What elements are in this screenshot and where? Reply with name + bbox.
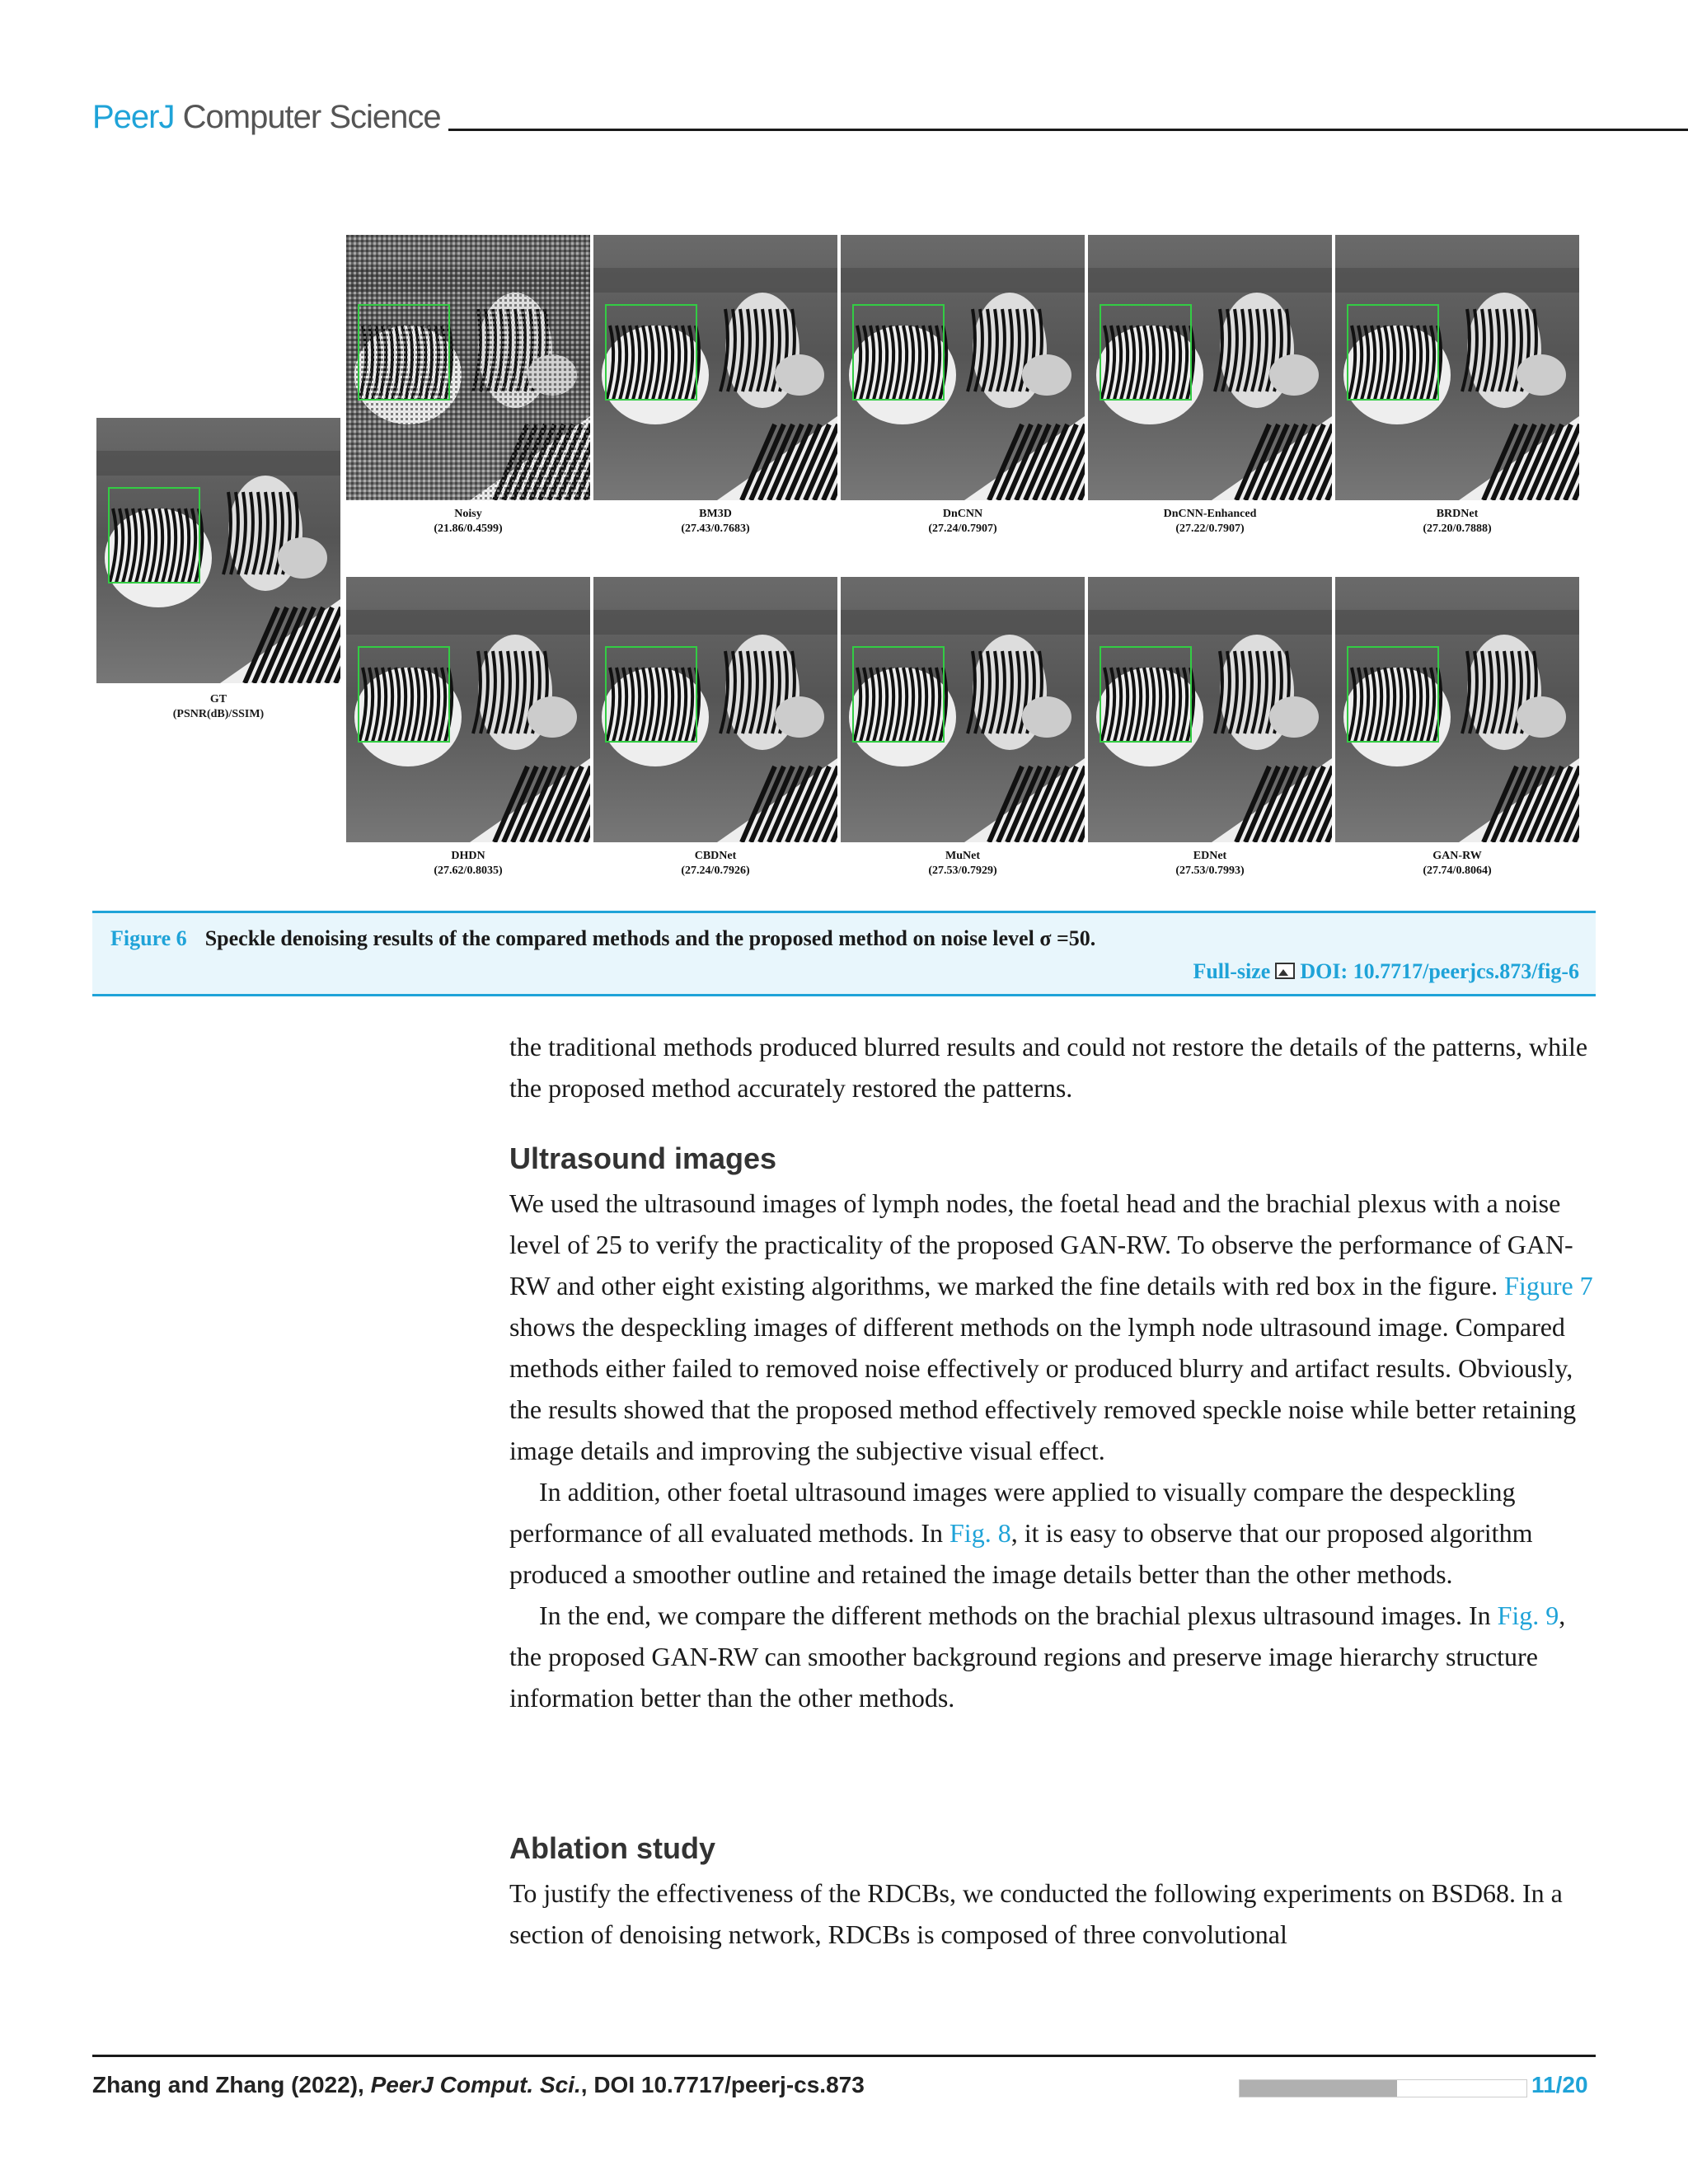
page-progress-fill (1240, 2080, 1397, 2097)
page-header (92, 99, 1596, 140)
result-label: GAN-RW (27.74/0.8064) (1423, 850, 1492, 877)
result-image-gan-rw (1335, 577, 1579, 842)
footer-citation: Zhang and Zhang (2022), PeerJ Comput. Sci., DOI 10.7717/peerj-cs.873 (92, 2072, 865, 2097)
paragraph-2: We used the ultrasound images of lymph nodes, the foetal head and the brachial plexus with a noise level of 25 to verify the practicality of the proposed GAN-RW. To observe the performance of GAN-RW and other eight existing algorithms, we marked the fine details with red box in the figure. Figure 7 shows the despeckling images of different methods on the lymph node ultrasound image. Compared methods either failed to removed noise effectively or produced blurry and artifact results. Obviously, the results showed that the proposed method effectively removed speckle noise while better retaining image details and improving the subjective visual effect. In addition, other foetal ultrasound images were applied to visually compare the despeckling performance of all evaluated methods. In Fig. 8, it is easy to observe that our proposed algorithm produced a smoother outline and retained the image details better than the other methods. In the end, we compare the different methods on the brachial plexus ultrasound images. In Fig. 9, the proposed GAN-RW can smoother background regions and preserve image hierarchy structure information better than the other methods. (509, 1183, 1597, 1718)
caption-figure-number: Figure 6 (110, 926, 187, 950)
result-image-munet (841, 577, 1085, 842)
result-label: BRDNet (27.20/0.7888) (1423, 508, 1492, 535)
result-image-brdnet (1335, 235, 1579, 500)
result-image-ednet (1088, 577, 1332, 842)
page-number: 11/20 (1531, 2072, 1588, 2097)
doi-link[interactable]: DOI: 10.7717/peerjcs.873/fig-6 (1300, 959, 1579, 983)
paragraph-5: To justify the effectiveness of the RDCBs, we conducted the following experiments on BSD68. In a section of denoising network, RDCBs is composed of three convolutional (509, 1878, 1563, 1949)
journal-brand: PeerJ Computer Science (92, 99, 441, 135)
figure-caption (92, 911, 1596, 996)
fullsize-link[interactable]: Full-size (1193, 959, 1271, 983)
result-label: DHDN (27.62/0.8035) (434, 850, 503, 877)
heading-ablation: Ablation study (509, 1831, 715, 1865)
result-label: MuNet (27.53/0.7929) (928, 850, 997, 877)
result-image-dncnn (841, 235, 1085, 500)
result-image-cbdnet (593, 577, 837, 842)
image-icon[interactable] (1275, 963, 1295, 979)
figure-6 (92, 235, 1596, 894)
result-image-dhdn (346, 577, 590, 842)
caption-text: Figure 6 Speckle denoising results of the compared methods and the proposed method on noise level σ =50. (110, 926, 1096, 950)
result-label: DnCNN (27.24/0.7907) (928, 508, 997, 535)
footer-rule (92, 2055, 1596, 2057)
result-label: BM3D (27.43/0.7683) (681, 508, 750, 535)
gt-label: GT (PSNR(dB)/SSIM) (172, 693, 265, 720)
page-progress-bar (1239, 2079, 1527, 2097)
caption-links (1193, 959, 1579, 984)
heading-ultrasound: Ultrasound images (509, 1141, 777, 1175)
fig-9-link[interactable]: Fig. 9 (1497, 1601, 1559, 1630)
result-image-noisy (346, 235, 590, 500)
result-image-dncnn-enhanced (1088, 235, 1332, 500)
result-label: DnCNN-Enhanced (27.22/0.7907) (1163, 508, 1257, 535)
paragraph-1: the traditional methods produced blurred results and could not restore the details of the patterns, while the proposed method accurately restored the patterns. (509, 1032, 1588, 1103)
result-label: CBDNet (27.24/0.7926) (681, 850, 750, 877)
result-image-bm3d (593, 235, 837, 500)
result-label: EDNet (27.53/0.7993) (1175, 850, 1245, 877)
paragraph-3: In addition, other foetal ultrasound images were applied to visually compare the despeckling performance of all evaluated methods. In Fig. 8, it is easy to observe that our proposed algorithm produced a smoother outline and retained the image details better than the other methods. (509, 1477, 1533, 1589)
fig-8-link[interactable]: Fig. 8 (950, 1518, 1011, 1548)
result-label: Noisy (21.86/0.4599) (434, 508, 503, 535)
paragraph-4: In the end, we compare the different methods on the brachial plexus ultrasound images. In Fig. 9, the proposed GAN-RW can smoother background regions and preserve image hierarchy structure information better than the other methods. (509, 1601, 1566, 1713)
figure-7-link[interactable]: Figure 7 (1504, 1271, 1593, 1301)
header-rule (448, 129, 1688, 131)
gt-image (96, 418, 340, 683)
